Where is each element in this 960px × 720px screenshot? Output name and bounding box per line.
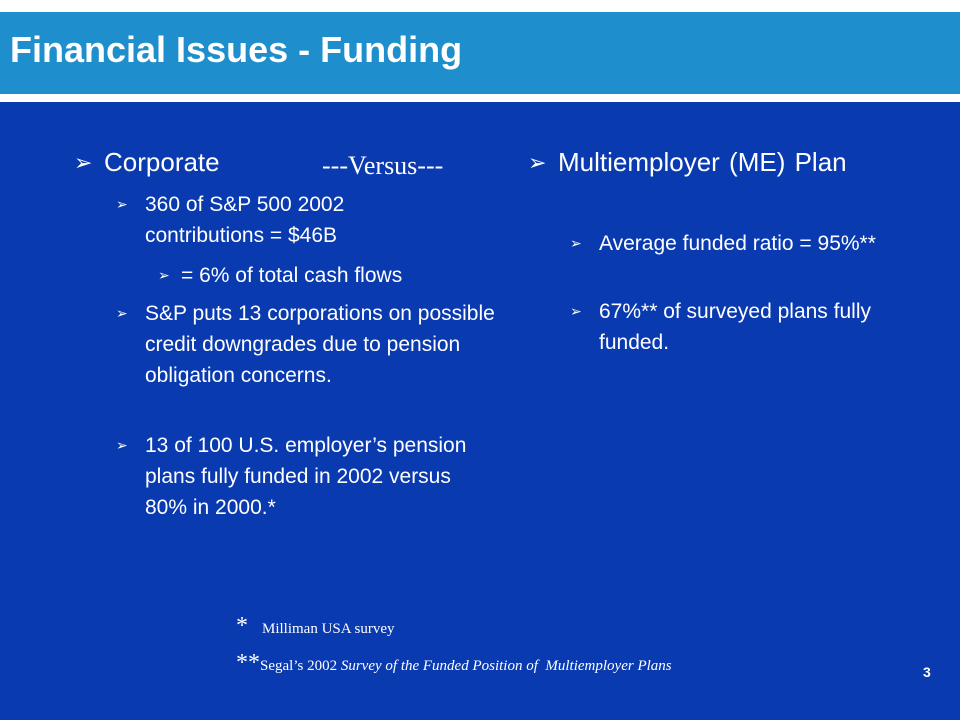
top-border [0,0,960,12]
left-subbullet-1-text: = 6% of total cash flows [181,264,403,287]
arrowhead-bullet-icon: ➢ [116,437,128,453]
footnote-2-mark: ** [236,650,260,676]
right-bullet-1 [570,228,900,290]
page-number: 3 [923,664,931,680]
slide-title: Financial Issues - Funding [10,29,463,70]
left-heading [74,146,324,180]
right-bullet-2-text: 67%** of surveyed plans fully funded. [599,300,871,354]
arrowhead-bullet-icon: ➢ [74,150,93,175]
arrowhead-bullet-icon: ➢ [528,150,547,175]
title-divider [0,94,960,102]
footnote-2-italic-text: Survey of the Funded Position of Multiemployer Plans [340,658,672,674]
left-bullet-2-text: S&P puts 13 corporations on possible credit downgrades due to pension obligation concerns. [145,302,495,387]
right-heading [528,146,858,216]
footnote-1 [236,613,395,640]
footnote-1-mark: * [236,613,248,639]
versus-label: ---Versus--- [322,151,444,180]
right-bullet-1-text: Average funded ratio = 95%** [599,232,876,255]
footnote-1-text: Milliman USA survey [262,621,395,637]
left-bullet-1 [116,189,436,251]
left-bullet-1-text: 360 of S&P 500 2002 contributions = $46B [145,193,345,247]
right-bullet-2 [570,296,900,358]
right-heading-text: Multiemployer (ME) Plan [558,147,847,177]
footnote-2-text: Segal’s 2002 [260,658,341,674]
left-bullet-3-text: 13 of 100 U.S. employer’s pension plans fully funded in 2002 versus 80% in 2000.* [145,434,467,519]
arrowhead-bullet-icon: ➢ [116,196,128,212]
arrowhead-bullet-icon: ➢ [570,303,582,319]
arrowhead-bullet-icon: ➢ [158,267,170,283]
arrowhead-bullet-icon: ➢ [570,235,582,251]
left-bullet-2 [116,298,496,422]
left-subbullet-1 [158,260,488,291]
left-heading-text: Corporate [104,147,220,177]
left-bullet-3 [116,430,496,524]
arrowhead-bullet-icon: ➢ [116,305,128,321]
footnote-2 [236,650,672,677]
